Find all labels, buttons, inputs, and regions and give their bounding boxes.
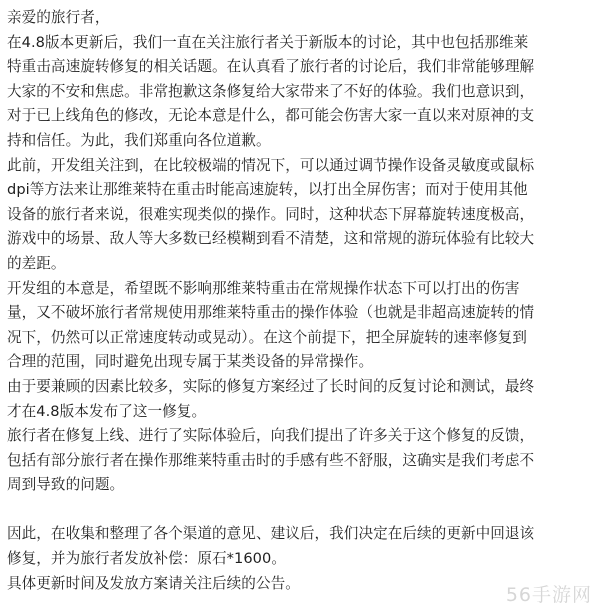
text-line: 由于要兼顾的因素比较多，实际的修复方案经过了长时间的反复讨论和测试，最终 bbox=[7, 377, 535, 395]
text-line: 具体更新时间及发放方案请关注后续的公告。 bbox=[7, 574, 300, 592]
text-line: dpi等方法来让那维莱特在重击时能高速旋转，以打出全屏伤害；而对于使用其他 bbox=[7, 181, 528, 199]
text-line: 开发组的本意是，希望既不影响那维莱特重击在常规操作状态下可以打出的伤害 bbox=[7, 279, 520, 297]
text-line: 大家的不安和焦虑。非常抱歉这条修复给大家带来了不好的体验。我们也意识到， bbox=[7, 82, 535, 100]
text-line: 特重击高速旋转修复的相关话题。在认真看了旅行者的讨论后，我们非常能够理解 bbox=[7, 58, 535, 76]
text-line: 修复，并为旅行者发放补偿：原石*1600。 bbox=[7, 550, 286, 568]
text-line: 持和信任。为此，我们郑重向各位道歉。 bbox=[7, 131, 271, 149]
text-line: 游戏中的场景、敌人等大多数已经模糊到看不清楚，这和常规的游玩体验有比较大 bbox=[7, 230, 535, 248]
text-line: 况下，仍然可以正常速度转动或晃动）。在这个前提下，把全屏旋转的速率修复到 bbox=[7, 328, 527, 346]
text-line: 的差距。 bbox=[7, 254, 66, 272]
blank-line bbox=[7, 498, 593, 523]
text-line: 合理的范围，同时避免出现专属于某类设备的异常操作。 bbox=[7, 353, 374, 371]
text-line: 量，又不破坏旅行者常规使用那维莱特重击的操作体验（也就是非超高速旋转的情 bbox=[7, 304, 535, 322]
announcement-text bbox=[7, 6, 593, 596]
text-line: 旅行者在修复上线、进行了实际体验后，向我们提出了许多关于这个修复的反馈， bbox=[7, 427, 535, 445]
text-line: 包括有部分旅行者在操作那维莱特重击时的手感有些不舒服，这确实是我们考虑不 bbox=[7, 451, 535, 469]
text-line: 对于已上线角色的修改，无论本意是什么，都可能会伤害大家一直以来对原神的支 bbox=[7, 107, 535, 125]
text-line: 设备的旅行者来说，很难实现类似的操作。同时，这种状态下屏幕旋转速度极高， bbox=[7, 205, 535, 223]
text-line: 周到导致的问题。 bbox=[7, 476, 125, 494]
text-line: 因此，在收集和整理了各个渠道的意见、建议后，我们决定在后续的更新中回退该 bbox=[7, 525, 535, 543]
site-watermark: 56手游网 bbox=[505, 584, 592, 606]
text-line: 才在4.8版本发布了这一修复。 bbox=[7, 402, 207, 420]
text-line: 亲爱的旅行者， bbox=[7, 9, 110, 26]
text-line: 此前，开发组关注到，在比较极端的情况下，可以通过调节操作设备灵敏度或鼠标 bbox=[7, 156, 535, 174]
text-line: 在4.8版本更新后，我们一直在关注旅行者关于新版本的讨论，其中也包括那维莱 bbox=[7, 33, 529, 51]
